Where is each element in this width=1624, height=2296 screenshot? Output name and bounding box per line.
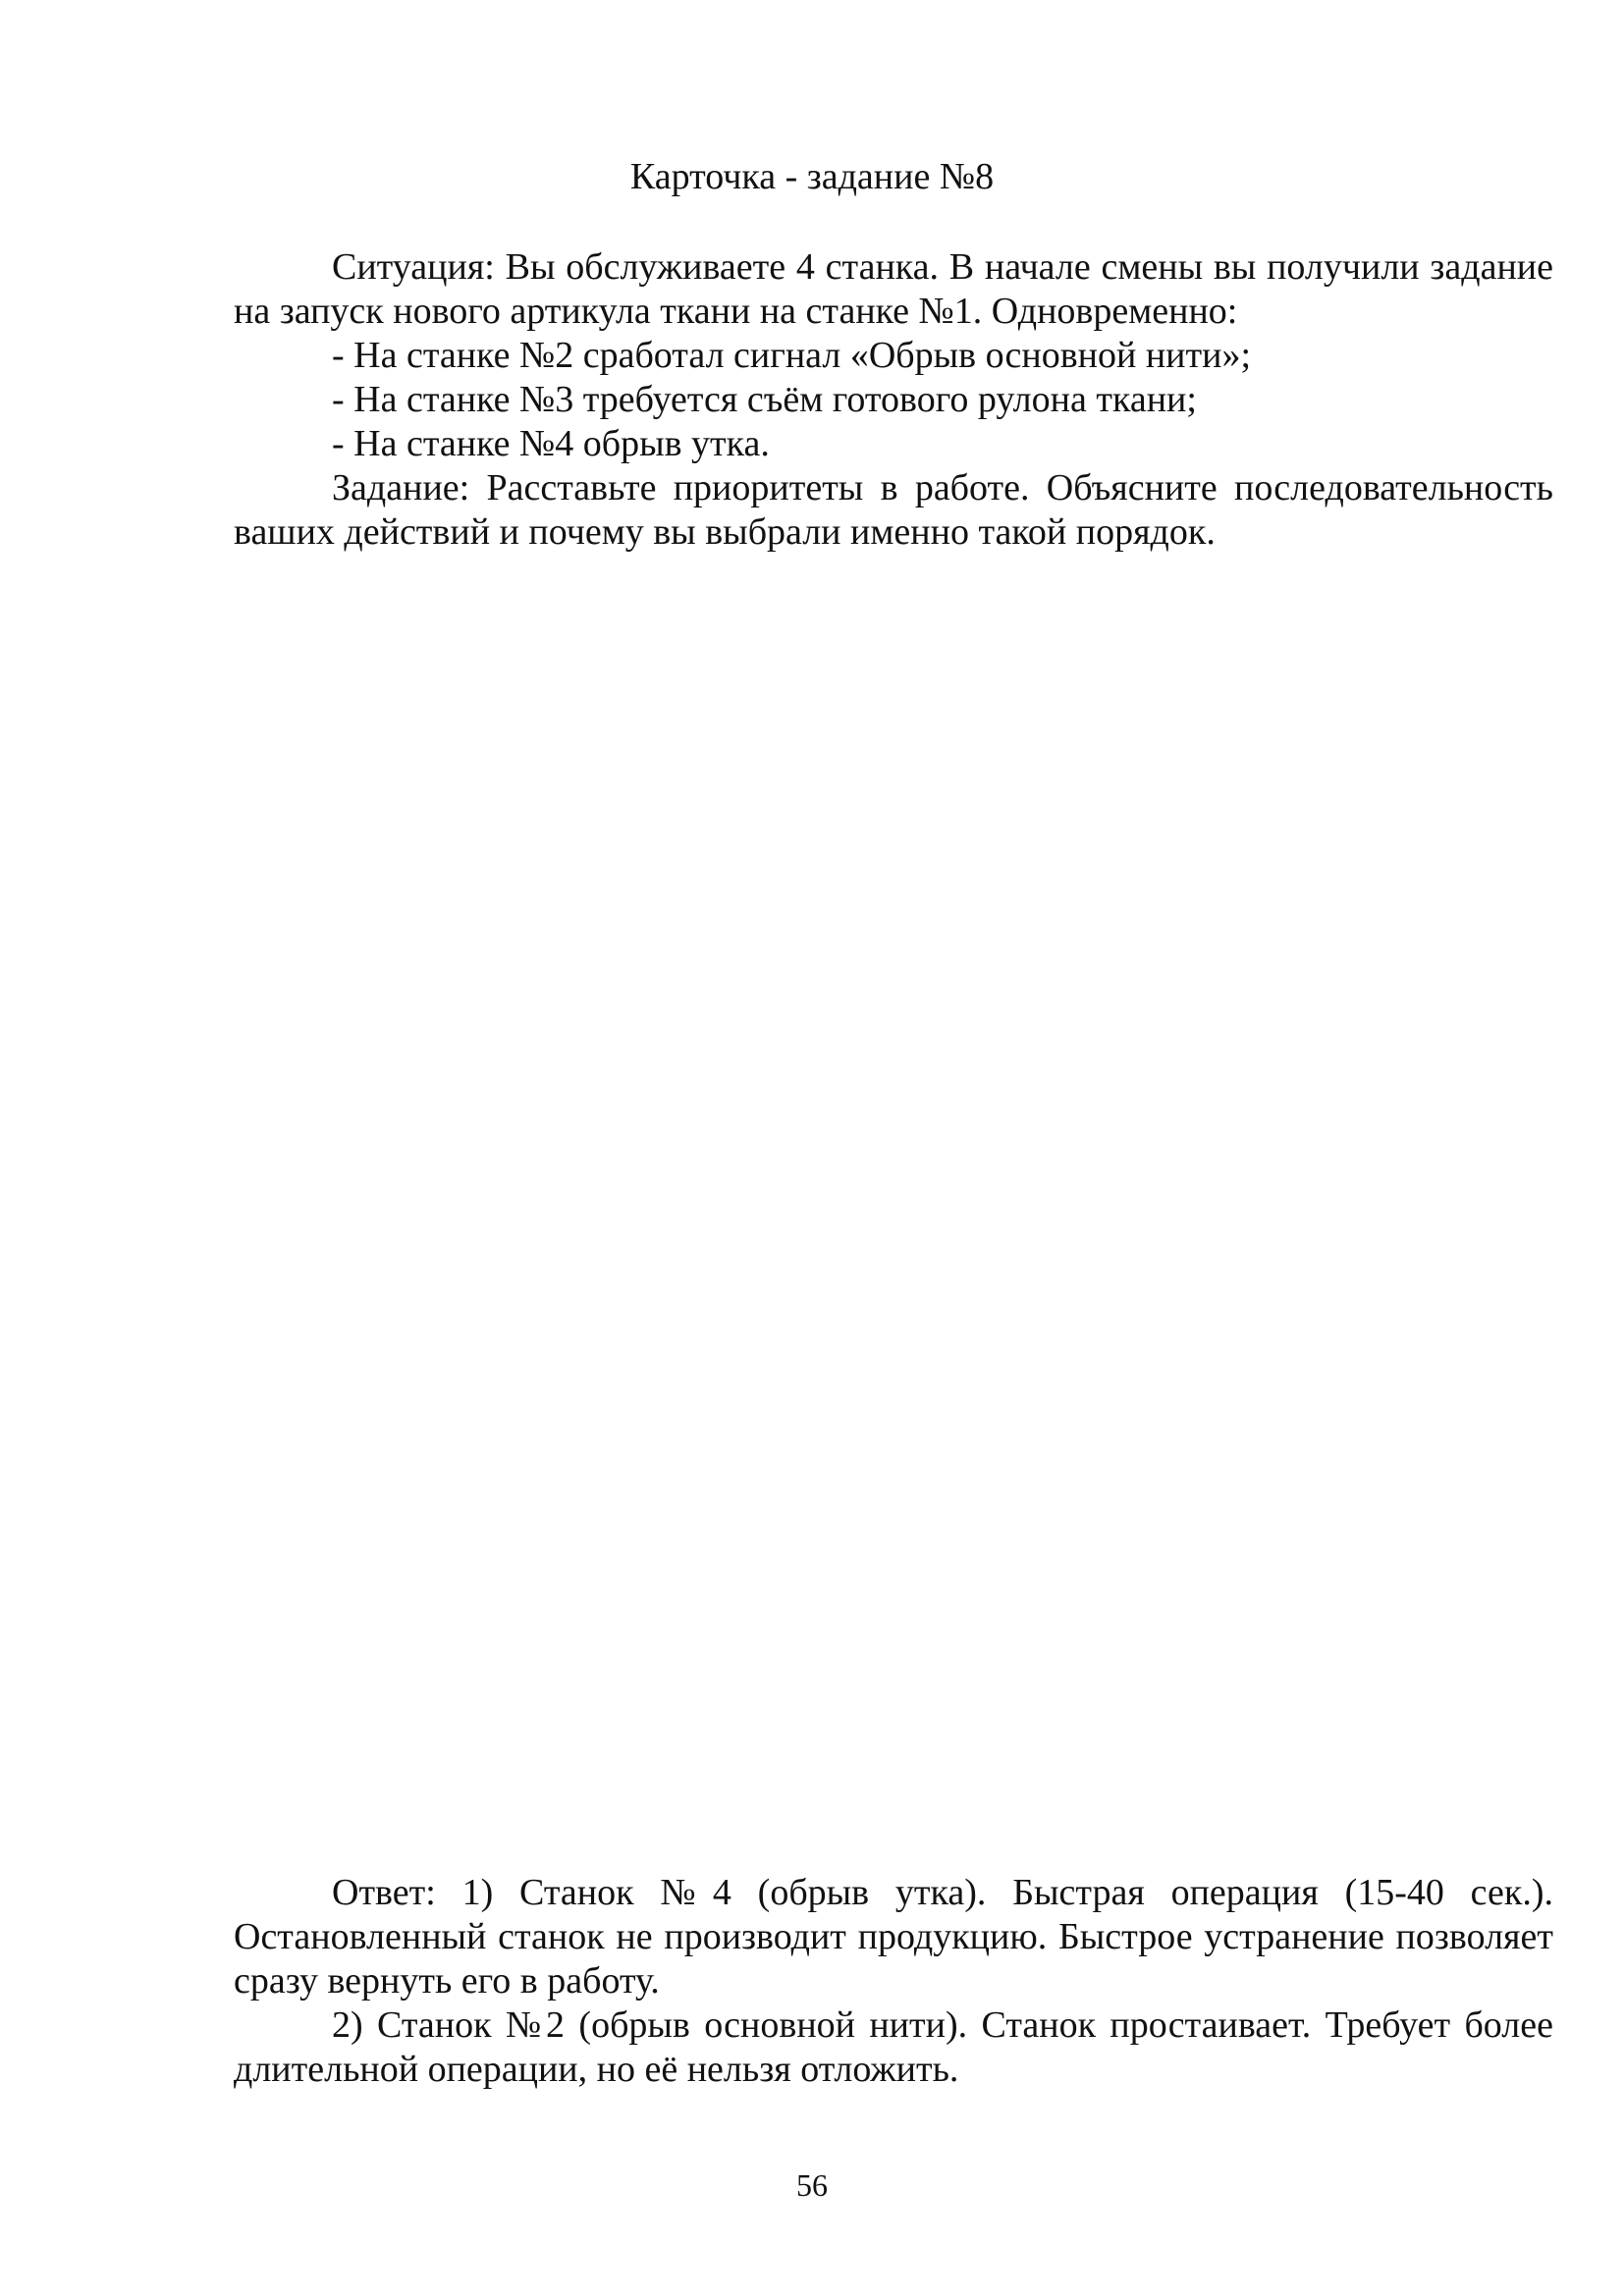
situation-item-machine-3: - На станке №3 требуется съём готового рулона ткани; [332,379,1197,420]
answer-section [234,1871,1553,2092]
page-number: 56 [796,2167,828,2203]
situation-section [234,245,1553,555]
card-title: Карточка - задание №8 [629,156,995,197]
answer-paragraph-1: Ответ: 1) Станок №4 (обрыв утка). Быстрая операция (15-40 сек.). Остановленный станок не производит продукцию. Быстрое устранение позволяет сразу вернуть его в работу. [234,1872,1553,2002]
situation-item-machine-2: - На станке №2 сработал сигнал «Обрыв основной нити»; [332,335,1252,376]
situation-item-machine-4: - На станке №4 обрыв утка. [332,423,770,464]
situation-paragraph: Ситуация: Вы обслуживаете 4 станка. В начале смены вы получили задание на запуск нового артикула ткани на станке №1. Одновременно: [234,246,1553,332]
answer-paragraph-2: 2) Станок №2 (обрыв основной нити). Станок простаивает. Требует более длительной операции, но её нельзя отложить. [234,2004,1553,2090]
task-paragraph: Задание: Расставьте приоритеты в работе. Объясните последовательность ваших действий и почему вы выбрали именно такой порядок. [234,467,1553,553]
